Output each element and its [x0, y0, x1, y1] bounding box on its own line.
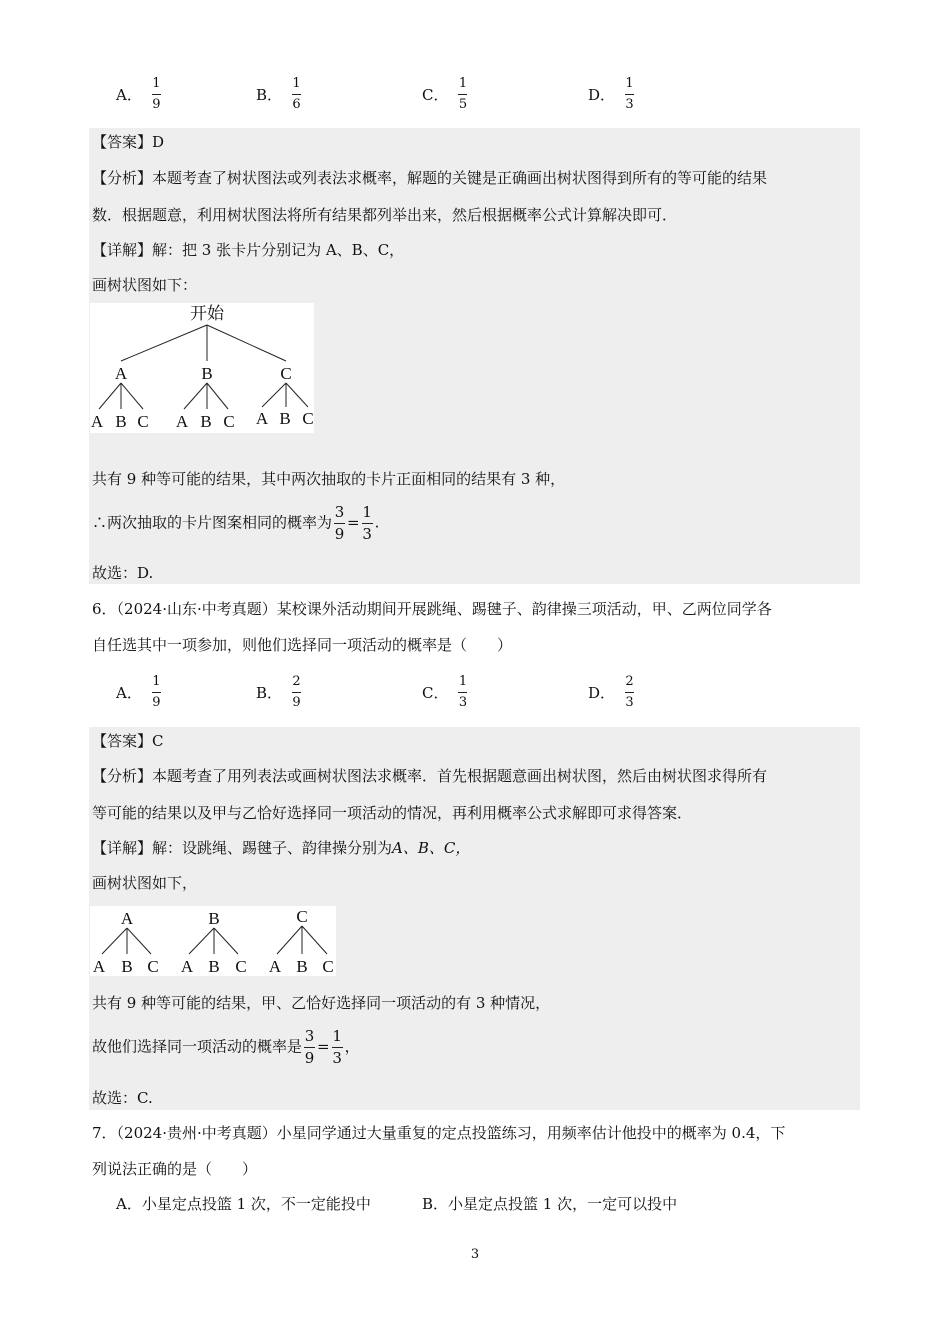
tree-node-b: B [201, 364, 213, 383]
tree-node-a: A [114, 364, 128, 383]
tree-root-label: 开始 [190, 304, 224, 323]
q6-analysis-line-1: 【分析】本题考查了用列表法或画树状图法求概率．首先根据题意画出树状图，然后由树状图求得所有 [92, 767, 768, 785]
denominator: 5 [458, 96, 468, 112]
option-fraction [458, 674, 467, 711]
q5-detail: 【详解】解：把 3 张卡片分别记为 A、B、C， [92, 241, 405, 259]
tree-leaf-cb: B [279, 409, 291, 428]
q5-analysis-line-1: 【分析】本题考查了树状图法或列表法求概率，解题的关键是正确画出树状图得到所有的等可能的结果 [92, 169, 768, 187]
prob-fraction-2 [362, 504, 373, 543]
q6-answer: 【答案】C [92, 732, 164, 750]
numerator: 1 [292, 75, 301, 91]
q6-option-c [422, 670, 467, 714]
numerator: 2 [292, 673, 301, 689]
q6-option-d [588, 670, 634, 714]
detail-variables: A、B、C， [392, 839, 471, 857]
numerator: 1 [625, 75, 634, 91]
tree-node-c: C [280, 364, 292, 383]
denominator: 3 [332, 1049, 342, 1067]
option-fraction [292, 76, 301, 113]
option-fraction [152, 76, 161, 113]
tree-leaf-aa: A [90, 412, 104, 431]
option-fraction [152, 674, 161, 711]
q5-tree-diagram [90, 303, 314, 433]
q7-stem-line-1: 7．（2024·贵州·中考真题）小星同学通过大量重复的定点投篮练习，用频率估计他投中的概率为 0.4，下 [92, 1124, 786, 1142]
q6-draw-tree: 画树状图如下， [92, 874, 198, 892]
q7-option-b: B．小星定点投篮 1 次，一定可以投中 [422, 1195, 678, 1213]
prob-fraction-2 [332, 1028, 343, 1067]
equals-sign: = [347, 513, 360, 532]
option-letter: B． [256, 683, 283, 702]
q6-probability [92, 1028, 360, 1067]
option-letter: B． [256, 85, 283, 104]
tree-leaf-cc: C [322, 957, 334, 976]
q5-option-b [256, 72, 301, 116]
tree-leaf-ac: C [137, 412, 149, 431]
numerator: 1 [362, 503, 372, 521]
option-fraction [625, 674, 634, 711]
page-number: 3 [470, 1247, 480, 1262]
prob-fraction-1 [334, 504, 345, 543]
denominator: 3 [458, 694, 468, 710]
q5-option-d [588, 72, 634, 116]
q6-stem-line-1: 6．（2024·山东·中考真题）某校课外活动期间开展跳绳、踢毽子、韵律操三项活动，甲、乙两位同学各 [92, 600, 772, 618]
tree-leaf-bc: C [223, 412, 235, 431]
tree-leaf-ba: A [180, 957, 194, 976]
q6-result: 共有 9 种等可能的结果，甲、乙恰好选择同一项活动的有 3 种情况， [92, 994, 551, 1012]
numerator: 3 [334, 503, 345, 521]
tree-leaf-ab: B [121, 957, 133, 976]
q6-tree-diagram [90, 906, 336, 976]
q5-answer: 【答案】D [92, 133, 165, 151]
q5-result: 共有 9 种等可能的结果，其中两次抽取的卡片正面相同的结果有 3 种， [92, 470, 566, 488]
prob-end: ， [344, 1037, 360, 1056]
option-fraction [292, 674, 301, 711]
option-letter: D． [588, 85, 616, 104]
denominator: 9 [292, 694, 301, 710]
tree-leaf-bb: B [200, 412, 212, 431]
prob-text: ∴两次抽取的卡片图案相同的概率为 [92, 513, 333, 532]
tree-leaf-ca: A [268, 957, 282, 976]
prob-text: 故他们选择同一项活动的概率是 [92, 1037, 303, 1056]
tree-leaf-bc: C [235, 957, 247, 976]
option-fraction [625, 76, 634, 113]
tree-node-a: A [120, 909, 134, 928]
prob-end: . [374, 513, 380, 532]
numerator: 1 [152, 673, 161, 689]
q7-stem-line-2: 列说法正确的是（ ） [92, 1160, 258, 1178]
equals-sign: = [317, 1037, 330, 1056]
option-letter: A． [116, 85, 142, 104]
denominator: 9 [152, 96, 161, 112]
numerator: 1 [458, 75, 468, 91]
numerator: 1 [458, 673, 468, 689]
tree-leaf-cb: B [296, 957, 308, 976]
denominator: 9 [152, 694, 161, 710]
q7-option-a: A．小星定点投篮 1 次，不一定能投中 [116, 1195, 371, 1213]
tree-node-b: B [208, 909, 220, 928]
denominator: 3 [625, 694, 634, 710]
denominator: 3 [362, 525, 372, 543]
q5-option-a [116, 72, 161, 116]
q5-option-c [422, 72, 467, 116]
q6-option-b [256, 670, 301, 714]
numerator: 3 [304, 1027, 315, 1045]
q6-option-a [116, 670, 161, 714]
option-letter: D． [588, 683, 616, 702]
tree-leaf-ac: C [147, 957, 159, 976]
tree-leaf-cc: C [302, 409, 314, 428]
tree-node-c: C [296, 907, 308, 926]
q6-detail [92, 837, 470, 859]
q5-choice: 故选：D. [92, 564, 154, 582]
tree-leaf-ca: A [255, 409, 269, 428]
q5-draw-tree: 画树状图如下： [92, 276, 198, 294]
denominator: 6 [292, 96, 301, 112]
option-fraction [458, 76, 467, 113]
tree-leaf-ab: B [115, 412, 127, 431]
q6-stem-line-2: 自任选其中一项参加，则他们选择同一项活动的概率是（ ） [92, 636, 513, 654]
denominator: 3 [625, 96, 634, 112]
denominator: 9 [334, 525, 345, 543]
prob-fraction-1 [304, 1028, 315, 1067]
q5-probability [92, 504, 379, 543]
q6-choice: 故选：C. [92, 1089, 153, 1107]
option-letter: A． [116, 683, 142, 702]
detail-text: 【详解】解：设跳绳、踢毽子、韵律操分别为 [92, 839, 393, 857]
numerator: 1 [152, 75, 161, 91]
tree-leaf-bb: B [208, 957, 220, 976]
option-letter: C． [422, 85, 449, 104]
q5-analysis-line-2: 数．根据题意，利用树状图法将所有结果都列举出来，然后根据概率公式计算解决即可． [92, 206, 678, 224]
numerator: 2 [625, 673, 634, 689]
q6-analysis-line-2: 等可能的结果以及甲与乙恰好选择同一项活动的情况，再利用概率公式求解即可求得答案． [92, 804, 693, 822]
denominator: 9 [304, 1049, 315, 1067]
tree-leaf-aa: A [92, 957, 106, 976]
numerator: 1 [332, 1027, 342, 1045]
option-letter: C． [422, 683, 449, 702]
tree-leaf-ba: A [175, 412, 189, 431]
